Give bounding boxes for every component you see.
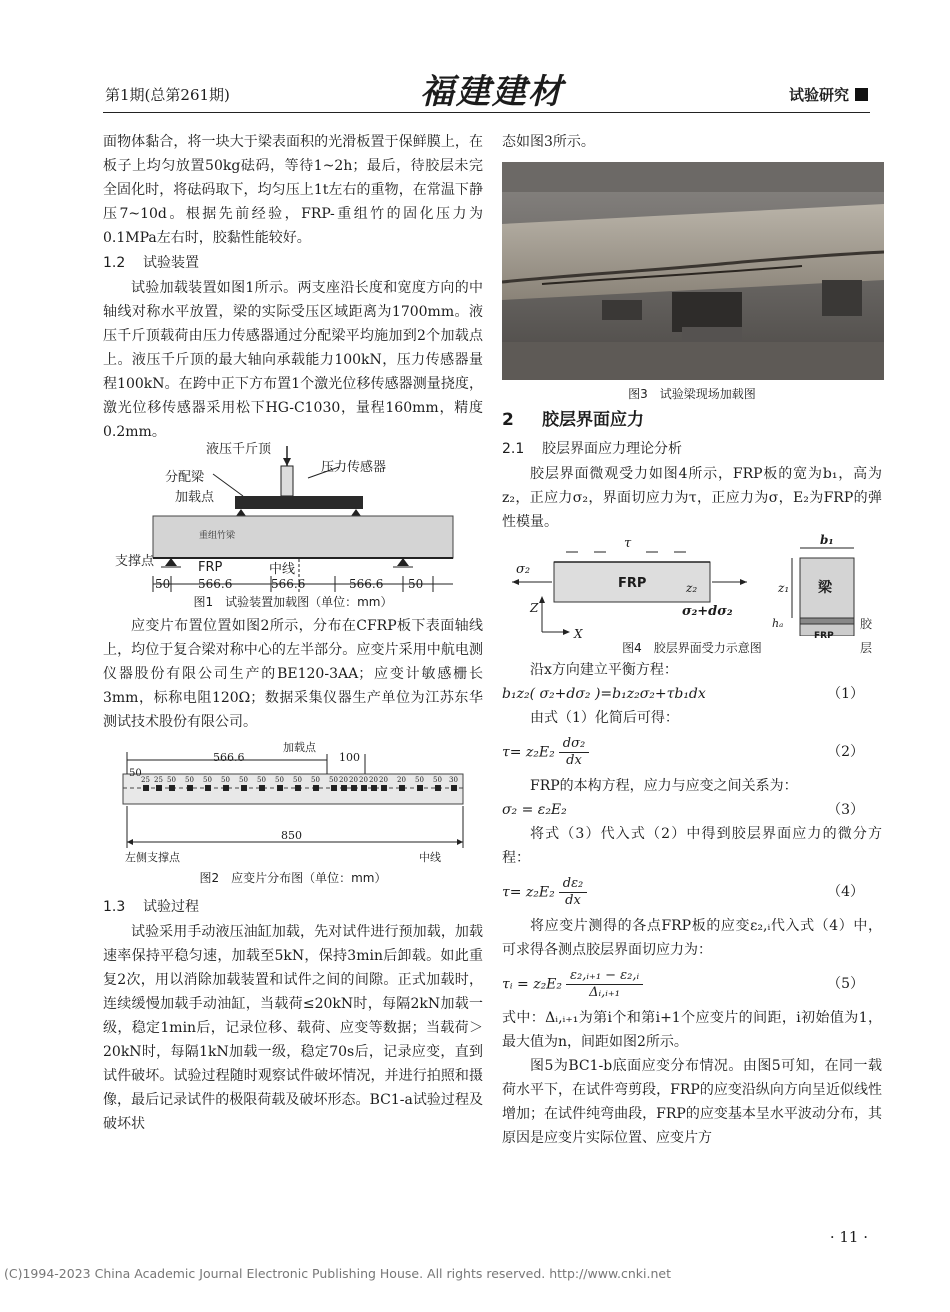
- fig1-sensor-label: 压力传感器: [321, 460, 387, 475]
- heading-title: 胶层界面应力理论分析: [542, 441, 682, 457]
- fig2-left-support-label: 左侧支撑点: [125, 851, 180, 864]
- test-beam-photo: [502, 162, 884, 380]
- section-block-icon: [855, 88, 868, 101]
- gauge-spacing-label: 50: [167, 776, 176, 784]
- equation-2: [502, 730, 882, 774]
- heading-number: 2: [502, 410, 514, 430]
- gauge-spacing-label: 20: [397, 776, 406, 784]
- fig1-load-point-label: 加载点: [175, 490, 215, 505]
- fig1-beam-label: 重组竹梁: [199, 531, 236, 541]
- gauge-spacing-label: 50: [311, 776, 320, 784]
- paragraph: 胶层界面微观受力如图4所示，FRP板的宽为b₁，高为z₂，正应力σ₂，界面切应力为τ，正应力为σ，E₂为FRP的弹性模量。: [502, 466, 882, 530]
- gauge-spacing-label: 25: [154, 776, 163, 784]
- gauge-spacing-label: 20: [349, 776, 358, 784]
- fig4-sigma2d-label: σ₂+dσ₂: [682, 604, 733, 619]
- section-heading-1-2: [103, 250, 483, 276]
- fig2-dim-566: 566.6: [213, 751, 245, 764]
- figure-3-caption: 图3 试验梁现场加载图: [628, 387, 756, 401]
- fig1-distribution-beam-label: 分配梁: [165, 470, 205, 485]
- header-rule: [103, 112, 870, 113]
- section-text: 试验研究: [788, 86, 849, 104]
- fig4-glue-label: 胶层: [860, 617, 873, 655]
- paragraph: FRP的本构方程，应力与应变之间关系为：: [530, 778, 798, 794]
- fig1-support-label: 支撑点: [115, 554, 155, 569]
- fig4-ha-label: hₐ: [772, 617, 784, 630]
- right-column: [502, 130, 882, 1150]
- fig1-dim-50-right: 50: [408, 577, 424, 591]
- fig2-dim-850: 850: [281, 829, 302, 842]
- fig4-b1-label: b₁: [820, 533, 834, 547]
- equation-1-body: b₁z₂( σ₂+dσ₂ )=b₁z₂σ₂+τb₁dx: [502, 686, 706, 702]
- paragraph: 试验加载装置如图1所示。两支座沿长度和宽度方向的中轴线对称水平放置，梁的实际受压区域距离为1700mm。液压千斤顶载荷由压力传感器通过分配梁平均施加到2个加载点上。液压千斤顶的最大轴向承载能力100kN，压力传感器量程100kN。在跨中正下方布置1个激光位移传感器测量挠度，激光位移传感器采用松下HG-C1030，量程160mm，精度0.2mm。: [103, 280, 483, 440]
- fig1-dim-566-c: 566.6: [349, 577, 384, 591]
- equation-5-denominator: Δᵢ,ᵢ₊₁: [589, 984, 620, 1000]
- gauge-spacing-label: 20: [379, 776, 388, 784]
- equation-5-lhs: τᵢ = z₂E₂: [502, 976, 563, 992]
- gauge-spacing-label: 50: [293, 776, 302, 784]
- figure-4-caption: 图4 胶层界面受力示意图: [622, 641, 762, 655]
- figure-3: [502, 162, 882, 404]
- fig2-dim-50: 50: [129, 768, 142, 779]
- fig1-dim-566-b: 566.6: [271, 577, 306, 591]
- fig4-z2-label: z₂: [686, 581, 698, 595]
- fig2-load-point-label: 加载点: [283, 741, 316, 754]
- equation-5: [502, 962, 882, 1006]
- gauge-spacing-label: 25: [141, 776, 150, 784]
- equation-2-lhs: τ= z₂E₂: [502, 744, 555, 760]
- jack-shape: [281, 466, 293, 496]
- issue-label: 第1期(总第261期): [105, 86, 230, 104]
- page-number: · 11 ·: [829, 1228, 868, 1246]
- journal-logo: 福建建材: [420, 72, 564, 112]
- fig1-dim-50-left: 50: [155, 577, 171, 591]
- equation-3-body: σ₂ = ε₂E₂: [502, 802, 567, 818]
- gauge-spacing-label: 50: [433, 776, 442, 784]
- gauge-spacing-label: 50: [257, 776, 266, 784]
- paragraph: 面物体黏合，将一块大于梁表面积的光滑板置于保鲜膜上，在板子上均匀放置50kg砝码，等待1~2h；最后，待胶层未完全固化时，将砝码取下，均匀压上1t左右的重物，在常温下静压7~10d。根据先前经验，FRP-重组竹的固化压力为0.1MPa左右时，胶黏性能较好。: [103, 134, 483, 246]
- bamboo-beam-shape: [153, 516, 453, 558]
- fig4-frp-label: FRP: [618, 576, 647, 591]
- equation-3-number: （3）: [827, 802, 864, 818]
- gauge-spacing-label: 20: [369, 776, 378, 784]
- equation-2-numerator: dσ₂: [559, 736, 589, 753]
- fig1-frp-label: FRP: [198, 560, 223, 575]
- copyright-notice: (C)1994-2023 China Academic Journal Electronic Publishing House. All rights reserved. http://www.cnki.net: [4, 1266, 671, 1281]
- gauge-spacing-label: 50: [203, 776, 212, 784]
- figure-1: [103, 444, 483, 614]
- fig4-beam-label: 梁: [818, 580, 832, 596]
- equation-5-number: （5）: [827, 976, 864, 992]
- fig2-midline-label: 中线: [419, 851, 441, 864]
- paragraph: 将式（3）代入式（2）中得到胶层界面应力的微分方程：: [502, 826, 882, 866]
- figure-1-caption: 图1 试验装置加载图（单位：mm）: [193, 595, 393, 609]
- heading-number: 1.3: [103, 899, 126, 915]
- heading-title: 试验过程: [143, 899, 199, 915]
- gauge-spacing-label: 50: [329, 776, 338, 784]
- fig4-tau-label: τ: [624, 536, 632, 551]
- equation-2-number: （2）: [827, 744, 864, 760]
- fig1-dim-566-a: 566.6: [198, 577, 233, 591]
- gauge-spacing-label: 20: [339, 776, 348, 784]
- figure-2-caption: 图2 应变片分布图（单位：mm）: [199, 871, 387, 885]
- fig4-frp-small-label: FRP: [814, 631, 834, 641]
- fig1-jack-label: 液压千斤顶: [206, 442, 272, 457]
- left-column: [103, 130, 483, 1136]
- fig2-dim-100: 100: [339, 751, 360, 764]
- figure-4: [502, 533, 882, 658]
- paragraph: 图5为BC1-b底面应变分布情况。由图5可知，在同一载荷水平下，在试件弯剪段，FRP的应变沿纵向方向呈近似线性增加；在试件纯弯曲段，FRP的应变基本呈水平波动分布，其原因是应变片实际位置、应变片方: [502, 1058, 882, 1146]
- heading-title: 胶层界面应力: [542, 410, 644, 430]
- equation-1-number: （1）: [827, 686, 864, 702]
- equation-2-denominator: dx: [566, 752, 582, 768]
- fig4-z-axis-label: Z: [530, 601, 539, 615]
- distribution-beam-shape: [235, 496, 363, 509]
- paragraph: 沿x方向建立平衡方程：: [530, 662, 678, 678]
- heading-number: 2.1: [502, 441, 525, 457]
- heading-number: 1.2: [103, 255, 126, 271]
- fig4-x-axis-label: X: [574, 627, 583, 641]
- paragraph: 态如图3所示。: [502, 134, 595, 150]
- paragraph: 式中：Δᵢ,ᵢ₊₁为第i个和第i+1个应变片的间距，i初始值为1，最大值为n，间距如图2所示。: [502, 1010, 882, 1050]
- gauge-spacing-label: 50: [221, 776, 230, 784]
- equation-1: [502, 682, 882, 706]
- equation-5-numerator: ε₂,ᵢ₊₁ − ε₂,ᵢ: [566, 968, 643, 985]
- gauge-spacing-label: 50: [239, 776, 248, 784]
- gauge-spacing-label: 50: [275, 776, 284, 784]
- gauge-spacing-label: 30: [449, 776, 458, 784]
- section-heading-1-3: [103, 894, 483, 920]
- gauge-spacing-label: 20: [359, 776, 368, 784]
- equation-3: [502, 798, 882, 822]
- heading-title: 试验装置: [143, 255, 199, 271]
- fig4-sigma2-label: σ₂: [516, 562, 531, 577]
- paragraph: 将应变片测得的各点FRP板的应变ε₂,ᵢ代入式（4）中，可求得各测点胶层界面切应力为：: [502, 918, 882, 958]
- section-label: [789, 84, 868, 105]
- equation-4-lhs: τ= z₂E₂: [502, 884, 555, 900]
- equation-4-denominator: dx: [565, 892, 581, 908]
- fig1-midline-label: 中线: [269, 562, 296, 577]
- equation-4-number: （4）: [827, 884, 864, 900]
- paragraph: 应变片布置位置如图2所示，分布在CFRP板下表面轴线上，均位于复合梁对称中心的左半部分。应变片采用中航电测仪器股份有限公司生产的BE120-3AA；应变计敏感栅长3mm，标称电阻120Ω；数据采集仪器生产单位为江苏东华测试技术股份有限公司。: [103, 618, 483, 730]
- figure-2: [103, 741, 483, 894]
- equation-4: [502, 870, 882, 914]
- equation-4-numerator: dε₂: [559, 876, 588, 893]
- section-heading-2: [502, 404, 882, 436]
- gauge-spacing-label: 50: [415, 776, 424, 784]
- gauge-spacing-label: 50: [185, 776, 194, 784]
- paragraph: 由式（1）化简后可得：: [530, 710, 679, 726]
- section-heading-2-1: [502, 436, 882, 462]
- paragraph: 试验采用手动液压油缸加载，先对试件进行预加载，加载速率保持平稳匀速，加载至5kN，保持3min后卸载。如此重复2次，用以消除加载装置和试件之间的间隙。正式加载时，连续缓慢加载手动油缸，当载荷≤20kN时，每隔2kN加载一级，稳定1min后，记录位移、载荷、应变等数据；当载荷＞20kN时，每隔1kN加载一级，稳定70s后，记录应变，直到试件破坏。试验过程随时观察试件破坏情况，并进行拍照和摄像，最后记录试件的极限荷载及破坏形态。BC1-a试验过程及破坏状: [103, 924, 483, 1132]
- fig4-z1-label: z₁: [778, 581, 790, 595]
